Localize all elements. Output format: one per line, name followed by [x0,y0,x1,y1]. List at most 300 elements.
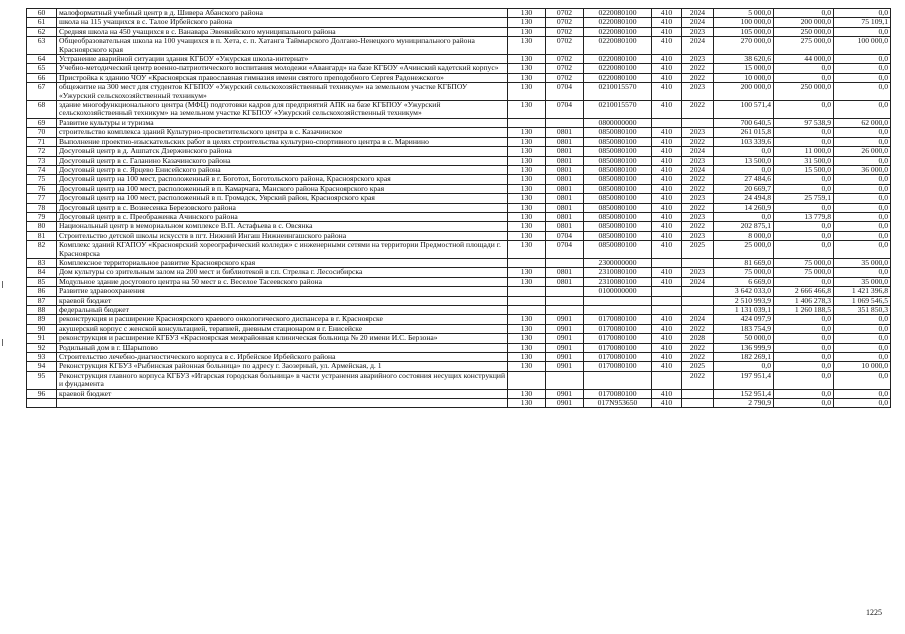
row-number-cell: 74 [27,165,57,174]
amount-year-2-cell: 31 500,0 [774,156,834,165]
amount-year-2-cell: 0,0 [774,371,834,389]
kvsr-code-cell: 130 [508,101,546,119]
row-number-cell: 71 [27,137,57,146]
amount-year-3-cell: 75 109,1 [834,18,891,27]
expense-type-code-cell: 410 [652,277,682,286]
section-code-cell: 0704 [546,83,584,101]
object-name-cell: акушерский корпус с женской консультацией, терапией, дневным стационаром в г. Енисейске [57,324,508,333]
expense-type-code-cell: 410 [652,241,682,259]
section-code-cell: 0801 [546,268,584,277]
expense-type-code-cell: 410 [652,101,682,119]
object-name-cell: краевой бюджет [57,389,508,398]
table-row [27,258,891,267]
target-article-code-cell: 2310080100 [584,277,652,286]
commissioning-year-cell: 2022 [682,203,714,212]
amount-year-2-cell: 0,0 [774,353,834,362]
table-row [27,315,891,324]
amount-year-2-cell: 0,0 [774,315,834,324]
amount-year-3-cell: 0,0 [834,371,891,389]
kvsr-code-cell: 130 [508,315,546,324]
expense-type-code-cell: 410 [652,64,682,73]
amount-year-1-cell: 6 669,0 [714,277,774,286]
amount-year-3-cell: 0,0 [834,83,891,101]
amount-year-2-cell: 2 666 466,8 [774,287,834,296]
commissioning-year-cell: 2025 [682,241,714,259]
object-name-cell: общежитие на 300 мест для студентов КГБПОУ «Ужурский сельскохозяйственный техникум» на земельном участке КГБПОУ «Ужурский сельскохозяйственный техникум» [57,83,508,101]
object-name-cell: Реконструкция главного корпуса КГБУЗ «Игарская городская больница» в части устранения аварийного состояния несущих конструкций и фундамента [57,371,508,389]
target-article-code-cell: 0850080100 [584,184,652,193]
target-article-code-cell: 0220080100 [584,27,652,36]
kvsr-code-cell: 130 [508,18,546,27]
table-row [27,362,891,371]
table-row [27,287,891,296]
kvsr-code-cell: 130 [508,83,546,101]
kvsr-code-cell: 130 [508,212,546,221]
expense-type-code-cell: 410 [652,324,682,333]
kvsr-code-cell [508,258,546,267]
amount-year-3-cell: 351 850,3 [834,306,891,315]
kvsr-code-cell: 130 [508,128,546,137]
amount-year-2-cell: 1 260 188,5 [774,306,834,315]
commissioning-year-cell: 2024 [682,147,714,156]
amount-year-2-cell: 250 000,0 [774,83,834,101]
target-article-code-cell: 0850080100 [584,222,652,231]
kvsr-code-cell: 130 [508,353,546,362]
row-number-cell: 60 [27,9,57,18]
table-row [27,147,891,156]
table-row [27,222,891,231]
commissioning-year-cell: 2024 [682,37,714,55]
commissioning-year-cell: 2025 [682,362,714,371]
kvsr-code-cell: 130 [508,324,546,333]
kvsr-code-cell [508,296,546,305]
amount-year-2-cell: 0,0 [774,277,834,286]
amount-year-3-cell: 0,0 [834,184,891,193]
section-code-cell: 0901 [546,324,584,333]
kvsr-code-cell: 130 [508,184,546,193]
object-name-cell: здание многофункционального центра (МФЦ) подготовки кадров для предприятий АПК на базе КГБПОУ «Ужурский сельскохозяйственный техникум» на земельном участке КГБПОУ «Ужурский сельскохозяйственный техникум» [57,101,508,119]
object-name-cell: реконструкция и расширение КГБУЗ «Красноярская межрайонная клиническая больница № 20 имени И.С. Берзона» [57,334,508,343]
amount-year-3-cell: 100 000,0 [834,37,891,55]
amount-year-3-cell: 0,0 [834,64,891,73]
commissioning-year-cell: 2023 [682,231,714,240]
section-code-cell: 0702 [546,64,584,73]
amount-year-1-cell: 424 097,9 [714,315,774,324]
kvsr-code-cell: 130 [508,203,546,212]
target-article-code-cell: 0220080100 [584,18,652,27]
table-row [27,165,891,174]
row-number-cell: 83 [27,258,57,267]
target-article-code-cell: 0800000000 [584,118,652,127]
amount-year-3-cell: 0,0 [834,9,891,18]
kvsr-code-cell: 130 [508,165,546,174]
row-number-cell: 68 [27,101,57,119]
amount-year-2-cell: 0,0 [774,222,834,231]
section-code-cell: 0901 [546,334,584,343]
object-name-cell: реконструкция и расширение Красноярского краевого онкологического диспансера в г. Красноярске [57,315,508,324]
table-row [27,83,891,101]
object-name-cell: Досуговый центр в с. Галанино Казачинского района [57,156,508,165]
commissioning-year-cell [682,399,714,408]
table-row [27,324,891,333]
expense-type-code-cell: 410 [652,343,682,352]
target-article-code-cell: 0850080100 [584,128,652,137]
amount-year-1-cell: 81 669,0 [714,258,774,267]
amount-year-1-cell: 700 640,5 [714,118,774,127]
expense-type-code-cell: 410 [652,175,682,184]
row-number-cell: 84 [27,268,57,277]
amount-year-2-cell: 0,0 [774,203,834,212]
object-name-cell: Выполнение проектно-изыскательских работ в целях строительства культурно-спортивного центра в с. Маринино [57,137,508,146]
target-article-code-cell: 2300000000 [584,258,652,267]
row-number-cell: 81 [27,231,57,240]
amount-year-2-cell: 75 000,0 [774,258,834,267]
target-article-code-cell: 0170080100 [584,353,652,362]
row-number-cell: 61 [27,18,57,27]
kvsr-code-cell [508,371,546,389]
row-number-cell: 66 [27,73,57,82]
section-code-cell: 0901 [546,399,584,408]
amount-year-1-cell: 2 510 993,9 [714,296,774,305]
target-article-code-cell: 0850080100 [584,147,652,156]
amount-year-1-cell: 50 000,0 [714,334,774,343]
object-name-cell: Национальный центр в мемориальном комплексе В.П. Астафьева в с. Овсянка [57,222,508,231]
amount-year-3-cell: 0,0 [834,137,891,146]
row-number-cell: 76 [27,184,57,193]
row-number-cell: 96 [27,389,57,398]
expense-type-code-cell: 410 [652,334,682,343]
table-row [27,184,891,193]
section-code-cell: 0801 [546,184,584,193]
amount-year-1-cell: 25 000,0 [714,241,774,259]
row-number-cell: 70 [27,128,57,137]
table-row [27,212,891,221]
expense-type-code-cell: 410 [652,137,682,146]
amount-year-1-cell: 152 951,4 [714,389,774,398]
target-article-code-cell: 0850080100 [584,137,652,146]
expense-type-code-cell: 410 [652,9,682,18]
expense-type-code-cell: 410 [652,362,682,371]
table-row [27,334,891,343]
expense-type-code-cell: 410 [652,18,682,27]
amount-year-2-cell: 0,0 [774,64,834,73]
kvsr-code-cell: 130 [508,27,546,36]
kvsr-code-cell [508,306,546,315]
section-code-cell: 0704 [546,241,584,259]
amount-year-2-cell: 15 500,0 [774,165,834,174]
object-name-cell: краевой бюджет [57,296,508,305]
amount-year-3-cell: 0,0 [834,175,891,184]
row-number-cell: 67 [27,83,57,101]
kvsr-code-cell: 130 [508,343,546,352]
kvsr-code-cell: 130 [508,222,546,231]
row-number-cell: 85 [27,277,57,286]
section-code-cell: 0702 [546,27,584,36]
object-name-cell: Общеобразовательная школа на 100 учащихся в п. Хета, с. п. Хатанга Таймырского Долгано-Ненецкого муниципального района Красноярского края [57,37,508,55]
object-name-cell: Дом культуры со зрительным залом на 200 мест и библиотекой в г.п. Стрелка г. Лесосибирска [57,268,508,277]
section-code-cell: 0901 [546,315,584,324]
table-row [27,389,891,398]
target-article-code-cell: 0170080100 [584,324,652,333]
object-name-cell: Родильный дом в г. Шарыпово [57,343,508,352]
amount-year-1-cell: 0,0 [714,212,774,221]
object-name-cell: Развитие культуры и туризма [57,118,508,127]
section-code-cell: 0801 [546,156,584,165]
amount-year-3-cell: 26 000,0 [834,147,891,156]
table-row [27,18,891,27]
amount-year-3-cell: 0,0 [834,222,891,231]
row-number-cell: 80 [27,222,57,231]
amount-year-1-cell: 2 790,9 [714,399,774,408]
object-name-cell: Досуговый центр на 100 мест, расположенный в п. Камарчага, Манского района Красноярского края [57,184,508,193]
section-code-cell: 0901 [546,353,584,362]
object-name-cell: Комплекс зданий КГАПОУ «Красноярский хореографический колледж» с инженерными сетями на территории Предмостной площади г. Красноярска [57,241,508,259]
amount-year-3-cell: 0,0 [834,353,891,362]
amount-year-2-cell: 0,0 [774,128,834,137]
amount-year-1-cell: 27 484,6 [714,175,774,184]
amount-year-2-cell: 0,0 [774,175,834,184]
target-article-code-cell: 0170080100 [584,389,652,398]
object-name-cell: Досуговый центр в с. Ярцево Енисейского района [57,165,508,174]
object-name-cell: Средняя школа на 450 учащихся в с. Ванавара Эвенкийского муниципального района [57,27,508,36]
target-article-code-cell [584,306,652,315]
kvsr-code-cell: 130 [508,399,546,408]
commissioning-year-cell: 2022 [682,222,714,231]
row-number-cell: 73 [27,156,57,165]
target-article-code-cell: 0220080100 [584,64,652,73]
amount-year-1-cell: 182 269,1 [714,353,774,362]
section-code-cell: 0901 [546,362,584,371]
row-number-cell: 93 [27,353,57,362]
amount-year-2-cell: 11 000,0 [774,147,834,156]
row-number-cell: 94 [27,362,57,371]
table-row [27,37,891,55]
margin-mark [2,339,3,346]
expense-type-code-cell [652,287,682,296]
table-row [27,231,891,240]
commissioning-year-cell: 2023 [682,268,714,277]
table-row [27,277,891,286]
amount-year-3-cell: 0,0 [834,315,891,324]
section-code-cell [546,306,584,315]
amount-year-3-cell: 0,0 [834,389,891,398]
commissioning-year-cell [682,389,714,398]
kvsr-code-cell: 130 [508,334,546,343]
row-number-cell: 75 [27,175,57,184]
commissioning-year-cell: 2022 [682,175,714,184]
table-row [27,175,891,184]
commissioning-year-cell: 2024 [682,9,714,18]
amount-year-3-cell: 36 000,0 [834,165,891,174]
table-row [27,27,891,36]
expense-type-code-cell: 410 [652,128,682,137]
kvsr-code-cell: 130 [508,277,546,286]
amount-year-3-cell: 62 000,0 [834,118,891,127]
amount-year-3-cell: 0,0 [834,268,891,277]
amount-year-3-cell: 10 000,0 [834,362,891,371]
commissioning-year-cell: 2022 [682,101,714,119]
row-number-cell [27,399,57,408]
amount-year-2-cell: 75 000,0 [774,268,834,277]
row-number-cell: 91 [27,334,57,343]
amount-year-3-cell: 0,0 [834,324,891,333]
object-name-cell: Пристройка к зданию ЧОУ «Красноярская православная гимназия имени святого преподобного Сергея Радонежского» [57,73,508,82]
object-name-cell: Комплексное территориальное развитие Красноярского края [57,258,508,267]
expense-type-code-cell: 410 [652,194,682,203]
expense-type-code-cell: 410 [652,212,682,221]
amount-year-2-cell: 0,0 [774,9,834,18]
expense-type-code-cell [652,306,682,315]
section-code-cell: 0801 [546,222,584,231]
section-code-cell: 0704 [546,231,584,240]
commissioning-year-cell: 2024 [682,165,714,174]
target-article-code-cell: 0220080100 [584,9,652,18]
row-number-cell: 69 [27,118,57,127]
table-row [27,371,891,389]
amount-year-1-cell: 183 754,9 [714,324,774,333]
section-code-cell: 0702 [546,9,584,18]
expense-type-code-cell: 410 [652,156,682,165]
amount-year-3-cell: 0,0 [834,203,891,212]
table-row [27,241,891,259]
amount-year-2-cell: 0,0 [774,231,834,240]
table-row [27,399,891,408]
page-number: 1225 [866,608,882,617]
amount-year-1-cell: 200 000,0 [714,83,774,101]
object-name-cell: федеральный бюджет [57,306,508,315]
commissioning-year-cell: 2023 [682,83,714,101]
commissioning-year-cell [682,296,714,305]
row-number-cell: 64 [27,55,57,64]
kvsr-code-cell: 130 [508,268,546,277]
commissioning-year-cell: 2023 [682,156,714,165]
amount-year-1-cell: 0,0 [714,362,774,371]
kvsr-code-cell [508,287,546,296]
section-code-cell: 0801 [546,175,584,184]
commissioning-year-cell [682,118,714,127]
budget-table [26,8,891,408]
section-code-cell: 0801 [546,212,584,221]
section-code-cell [546,118,584,127]
kvsr-code-cell: 130 [508,147,546,156]
amount-year-3-cell: 1 069 546,5 [834,296,891,305]
amount-year-1-cell: 105 000,0 [714,27,774,36]
amount-year-2-cell: 13 779,8 [774,212,834,221]
target-article-code-cell: 0850080100 [584,212,652,221]
amount-year-3-cell: 0,0 [834,73,891,82]
section-code-cell: 0801 [546,277,584,286]
kvsr-code-cell: 130 [508,55,546,64]
amount-year-3-cell: 35 000,0 [834,258,891,267]
expense-type-code-cell [652,296,682,305]
object-name-cell: Развитие здравоохранения [57,287,508,296]
section-code-cell [546,258,584,267]
table-row [27,137,891,146]
target-article-code-cell: 0100000000 [584,287,652,296]
expense-type-code-cell: 410 [652,147,682,156]
amount-year-3-cell: 0,0 [834,156,891,165]
section-code-cell: 0702 [546,37,584,55]
object-name-cell: малоформатный учебный центр в д. Шивера Абанского района [57,9,508,18]
amount-year-1-cell: 3 642 033,0 [714,287,774,296]
commissioning-year-cell: 2024 [682,315,714,324]
amount-year-3-cell: 0,0 [834,27,891,36]
amount-year-2-cell: 1 406 278,3 [774,296,834,305]
amount-year-3-cell: 0,0 [834,55,891,64]
object-name-cell: Досуговый центр на 100 мест, расположенный в г. Боготол, Боготольского района, Красноярского края [57,175,508,184]
commissioning-year-cell: 2022 [682,73,714,82]
kvsr-code-cell [508,118,546,127]
expense-type-code-cell: 410 [652,73,682,82]
kvsr-code-cell: 130 [508,362,546,371]
target-article-code-cell: 0170080100 [584,334,652,343]
target-article-code-cell: 0850080100 [584,165,652,174]
section-code-cell: 0901 [546,343,584,352]
row-number-cell: 78 [27,203,57,212]
amount-year-2-cell: 0,0 [774,399,834,408]
expense-type-code-cell: 410 [652,222,682,231]
amount-year-1-cell: 103 339,6 [714,137,774,146]
commissioning-year-cell [682,287,714,296]
amount-year-2-cell: 97 538,9 [774,118,834,127]
section-code-cell: 0702 [546,73,584,82]
amount-year-1-cell: 0,0 [714,147,774,156]
amount-year-3-cell: 0,0 [834,399,891,408]
budget-table-sheet [26,8,890,408]
section-code-cell [546,371,584,389]
expense-type-code-cell: 410 [652,55,682,64]
expense-type-code-cell: 410 [652,37,682,55]
table-row [27,64,891,73]
table-row [27,101,891,119]
commissioning-year-cell: 2023 [682,212,714,221]
section-code-cell: 0702 [546,18,584,27]
target-article-code-cell: 0220080100 [584,55,652,64]
amount-year-1-cell: 197 951,4 [714,371,774,389]
amount-year-1-cell: 1 131 039,1 [714,306,774,315]
row-number-cell: 92 [27,343,57,352]
expense-type-code-cell: 410 [652,83,682,101]
amount-year-1-cell: 10 000,0 [714,73,774,82]
object-name-cell: Строительство лечебно-диагностического корпуса в с. Ирбейское Ирбейского района [57,353,508,362]
amount-year-3-cell: 0,0 [834,241,891,259]
section-code-cell: 0801 [546,147,584,156]
amount-year-2-cell: 0,0 [774,101,834,119]
margin-mark [2,281,3,288]
row-number-cell: 88 [27,306,57,315]
section-code-cell: 0901 [546,389,584,398]
expense-type-code-cell: 410 [652,389,682,398]
object-name-cell: школа на 115 учащихся в с. Талое Ирбейского района [57,18,508,27]
kvsr-code-cell: 130 [508,37,546,55]
kvsr-code-cell: 130 [508,9,546,18]
expense-type-code-cell: 410 [652,165,682,174]
kvsr-code-cell: 130 [508,389,546,398]
commissioning-year-cell: 2023 [682,194,714,203]
table-row [27,9,891,18]
target-article-code-cell: 0170080100 [584,343,652,352]
commissioning-year-cell: 2022 [682,324,714,333]
object-name-cell: Строительство детской школы искусств в пгт. Нижний Ингаш Нижнеингашского района [57,231,508,240]
section-code-cell: 0801 [546,137,584,146]
expense-type-code-cell: 410 [652,27,682,36]
commissioning-year-cell: 2022 [682,64,714,73]
target-article-code-cell: 0850080100 [584,175,652,184]
amount-year-1-cell: 38 620,6 [714,55,774,64]
target-article-code-cell: 0850080100 [584,203,652,212]
amount-year-2-cell: 0,0 [774,184,834,193]
kvsr-code-cell: 130 [508,231,546,240]
